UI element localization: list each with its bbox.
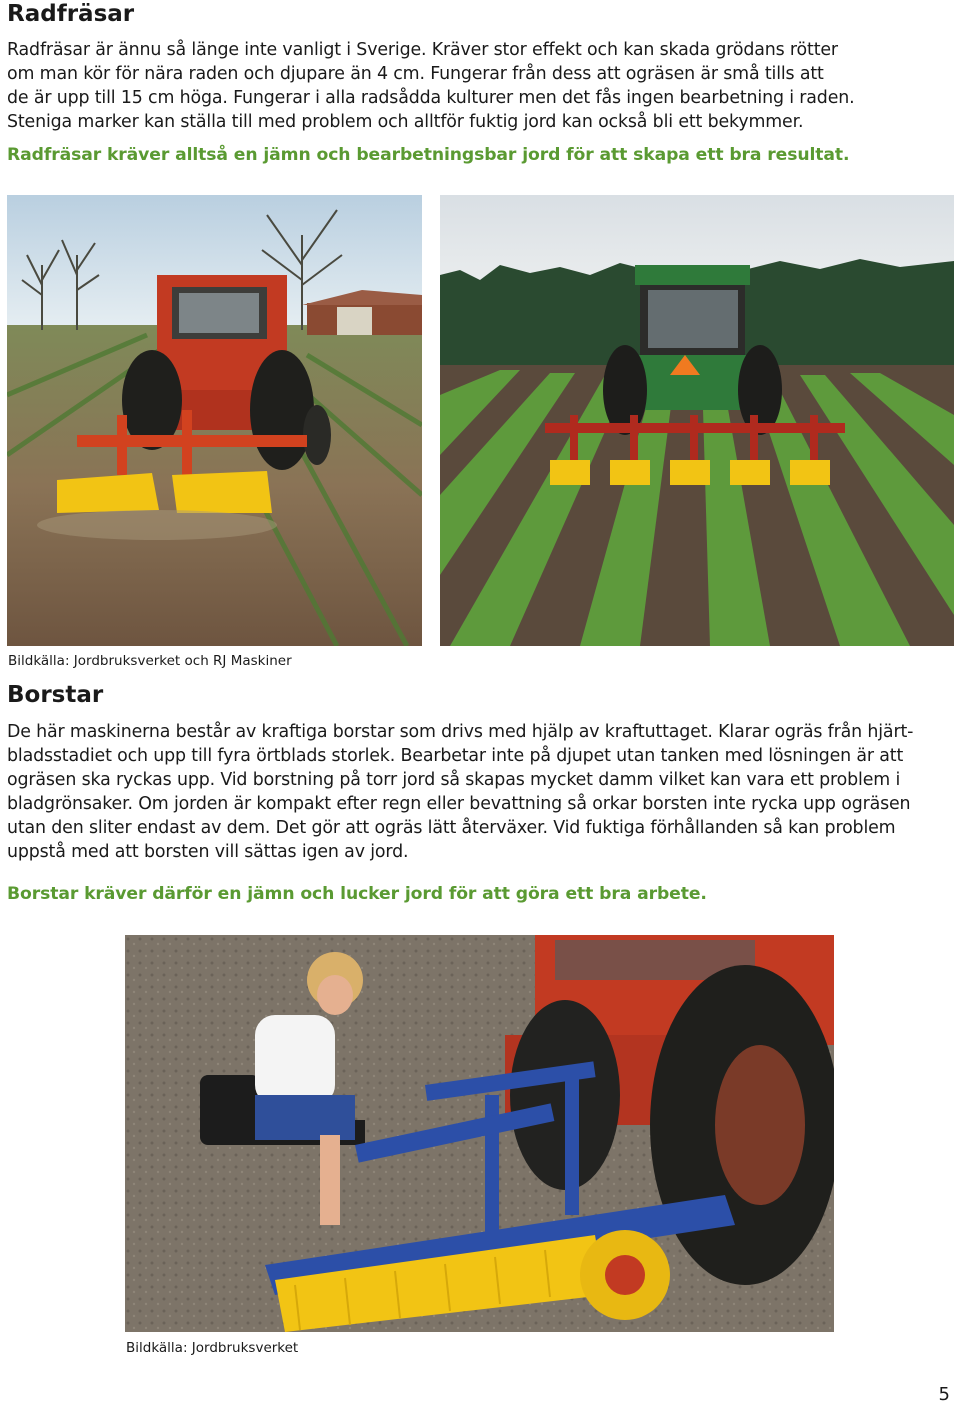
page-number: 5 bbox=[938, 1384, 950, 1405]
borstar-conclusion: Borstar kräver därför en jämn och lucker jord för att göra ett bra arbete. bbox=[7, 884, 707, 904]
body-line: de är upp till 15 cm höga. Fungerar i alla radsådda kulturer men det fås ingen bearbetning i raden. bbox=[7, 88, 855, 108]
section-heading-borstar: Borstar bbox=[7, 682, 104, 708]
photo-caption-borstar: Bildkälla: Jordbruksverket bbox=[126, 1340, 299, 1356]
body-line: Radfräsar är ännu så länge inte vanligt i Sverige. Kräver stor effekt och kan skada grödans rötter bbox=[7, 40, 838, 60]
photo-green-tractor-row-mill bbox=[440, 195, 954, 646]
radfrasar-conclusion: Radfräsar kräver alltså en jämn och bearbetningsbar jord för att skapa ett bra resultat. bbox=[7, 145, 850, 165]
photo-brush-weeder bbox=[125, 935, 834, 1332]
body-line: bladsstadiet och upp till fyra örtblads storlek. Bearbetar inte på djupet utan tanken med lösningen är att bbox=[7, 746, 904, 766]
radfrasar-body bbox=[7, 38, 937, 134]
photo-caption-radfrasar: Bildkälla: Jordbruksverket och RJ Maskiner bbox=[8, 653, 292, 669]
borstar-body bbox=[7, 720, 937, 864]
body-line: De här maskinerna består av kraftiga borstar som drivs med hjälp av kraftuttaget. Klarar ogräs från hjärt- bbox=[7, 722, 914, 742]
body-line: om man kör för nära raden och djupare än 4 cm. Fungerar från dess att ogräsen är små tills att bbox=[7, 64, 824, 84]
body-line: ogräsen ska ryckas upp. Vid borstning på torr jord så skapas mycket damm vilket kan vara ett problem i bbox=[7, 770, 901, 790]
body-line: uppstå med att borsten vill sättas igen av jord. bbox=[7, 842, 409, 862]
photo-red-tractor-row-mill bbox=[7, 195, 422, 646]
body-line: utan den sliter endast av dem. Det gör att ogräs lätt återväxer. Vid fuktiga förhållanden så kan problem bbox=[7, 818, 896, 838]
body-line: bladgrönsaker. Om jorden är kompakt efter regn eller bevattning så orkar borsten inte rycka upp ogräsen bbox=[7, 794, 911, 814]
body-line: Steniga marker kan ställa till med problem och alltför fuktig jord kan också bli ett bekymmer. bbox=[7, 112, 804, 132]
section-heading-radfrasar: Radfräsar bbox=[7, 1, 135, 27]
